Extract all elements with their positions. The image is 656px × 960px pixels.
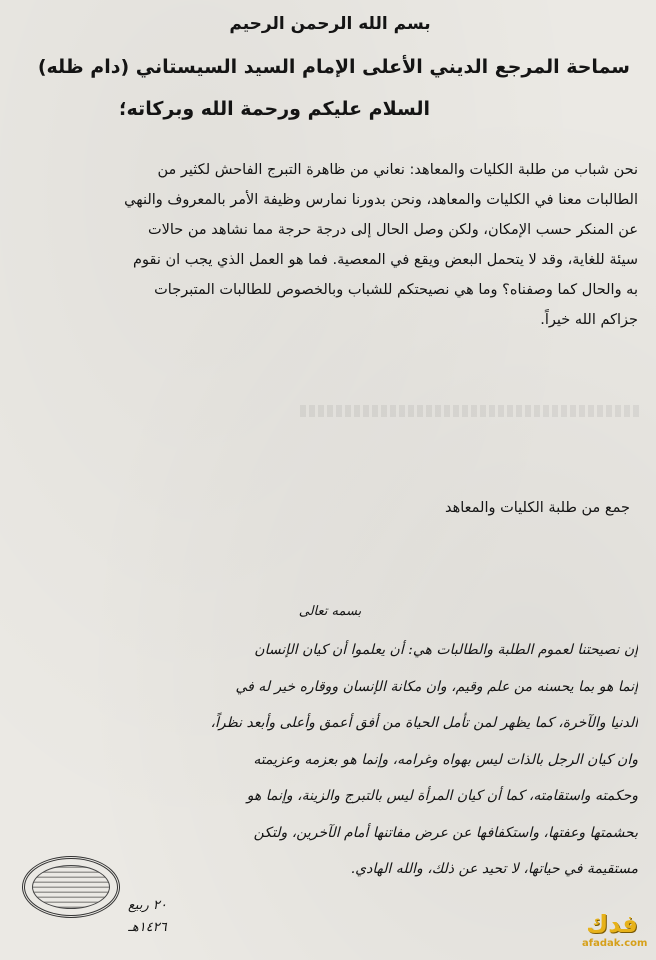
answer-heading: بسمه تعالى <box>298 604 362 619</box>
date-day-month: ٢٠ ربيع <box>128 898 167 913</box>
answer-line: بحشمتها وعفتها، واستكفافها عن عرض مفاتنها أمام الآخرين، ولتكن <box>253 824 638 841</box>
date-year: ١٤٢٦هـ <box>128 920 167 935</box>
bismillah-heading: بسم الله الرحمن الرحيم <box>229 14 431 34</box>
question-line: نحن شباب من طلبة الكليات والمعاهد: نعاني من ظاهرة التبرج الفاحش لكثير من <box>157 162 638 178</box>
question-line: به والحال كما وصفناه؟ وما هي نصيحتكم للشباب وبالخصوص للطالبات المتبرجات <box>154 282 638 298</box>
question-line: عن المنكر حسب الإمكان، ولكن وصل الحال إلى درجة حرجة مما نشاهد من حالات <box>147 222 638 238</box>
bleed-through-text <box>300 405 640 417</box>
answer-line: وان كيان الرجل بالذات ليس بهواه وغرامه، وإنما هو بعزمه وعزيمته <box>253 751 638 768</box>
answer-body <box>20 632 638 888</box>
question-line: سيئة للغاية، وقد لا يتحمل البعض ويقع في المعصية. فما هو العمل الذي يجب ان نقوم <box>133 252 638 268</box>
answer-line: مستقيمة في حياتها، لا تحيد عن ذلك، والله الهادي. <box>350 861 638 877</box>
logo-url: afadak.com <box>582 938 648 949</box>
site-watermark-logo <box>582 910 648 958</box>
question-signature: جمع من طلبة الكليات والمعاهد <box>445 500 630 516</box>
office-seal-stamp <box>22 856 120 918</box>
question-line: جزاكم الله خيراً. <box>540 312 638 328</box>
answer-line: الدنيا والآخرة، كما يظهر لمن تأمل الحياة من أفق أعمق وأعلى وأبعد نظراً، <box>210 715 638 731</box>
question-line: الطالبات معنا في الكليات والمعاهد، ونحن بدورنا نمارس وظيفة الأمر بالمعروف والنهي <box>124 192 638 208</box>
answer-line: وحكمته واستقامته، كما أن كيان المرأة ليس بالتبرج والزينة، وإنما هو <box>246 788 638 804</box>
seal-inscription <box>32 865 110 909</box>
answer-line: إنما هو بما يحسنه من علم وقيم، وان مكانة الإنسان ووقاره خير له في <box>235 678 638 695</box>
answer-date <box>128 895 167 939</box>
question-body <box>20 155 638 335</box>
greeting-line: السلام عليكم ورحمة الله وبركاته؛ <box>118 98 430 120</box>
logo-mark: فدك <box>586 910 638 938</box>
addressee-heading: سماحة المرجع الديني الأعلى الإمام السيد السيستاني (دام ظله) <box>37 56 630 78</box>
answer-line: إن نصيحتنا لعموم الطلبة والطالبات هي: أن يعلموا أن كيان الإنسان <box>254 642 638 658</box>
